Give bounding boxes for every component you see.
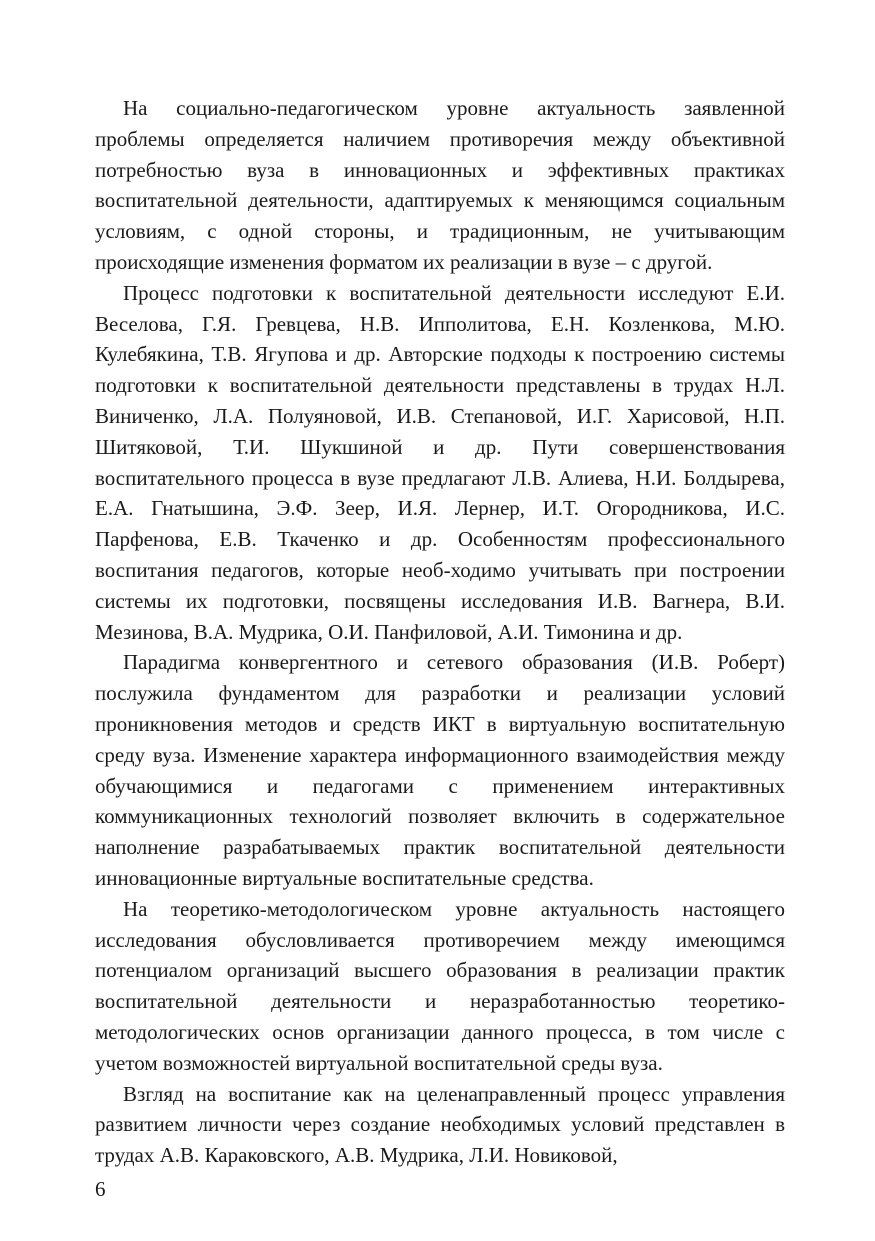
paragraph-1: На социально-педагогическом уровне актуальность заявленной проблемы определяется наличием противоречия между объективной потребностью вуза в инновационных и эффективных практиках воспитательной деятельности, адаптируемых к меняющимся социальным условиям, с одной стороны, и традиционным, не учитывающим происходящие изменения форматом их реализации в вузе – с другой. (95, 96, 785, 274)
body-text (95, 93, 785, 1171)
paragraph-4: На теоретико-методологическом уровне актуальность настоящего исследования обусловливается противоречием между имеющимся потенциалом организаций высшего образования в реализации практик воспитательной деятельности и неразработанностью теоретико-методологических основ организации данного процесса, в том числе с учетом возможностей виртуальной воспитательной среды вуза. (95, 896, 785, 1075)
paragraph-3: Парадигма конвергентного и сетевого образования (И.В. Роберт) послужила фундаментом для разработки и реализации условий проникновения методов и средств ИКТ в виртуальную воспитательную среду вуза. Изменение характера информационного взаимодействия между обучающимися и педагогами с применением интерактивных коммуникационных технологий позволяет включить в содержательное наполнение разрабатываемых практик воспитательной деятельности инновационные виртуальные воспитательные средства. (95, 650, 785, 890)
paragraph-2: Процесс подготовки к воспитательной деятельности исследуют Е.И. Веселова, Г.Я. Гревцева, Н.В. Ипполитова, Е.Н. Козленкова, М.Ю. Кулебякина, Т.В. Ягупова и др. Авторские подходы к построению системы подготовки к воспитательной деятельности представлены в трудах Н.Л. Виниченко, Л.А. Полуяновой, И.В. Степановой, И.Г. Харисовой, Н.П. Шитяковой, Т.И. Шукшиной и др. Пути совершенствования воспитательного процесса в вузе предлагают Л.В. Алиева, Н.И. Болдырева, Е.А. Гнатышина, Э.Ф. Зеер, И.Я. Лернер, И.Т. Огородникова, И.С. Парфенова, Е.В. Ткаченко и др. Особенностям профессионального воспитания педагогов, которые необ-ходимо учитывать при построении системы их подготовки, посвящены исследования И.В. Вагнера, В.И. Мезинова, В.А. Мудрика, О.И. Панфиловой, А.И. Тимонина и др. (95, 280, 785, 644)
paragraph-5: Взгляд на воспитание как на целенаправленный процесс управления развитием личности через создание необходимых условий представлен в трудах А.В. Караковского, А.В. Мудрика, Л.И. Новиковой, (95, 1081, 785, 1168)
page-number: 6 (95, 1177, 106, 1201)
